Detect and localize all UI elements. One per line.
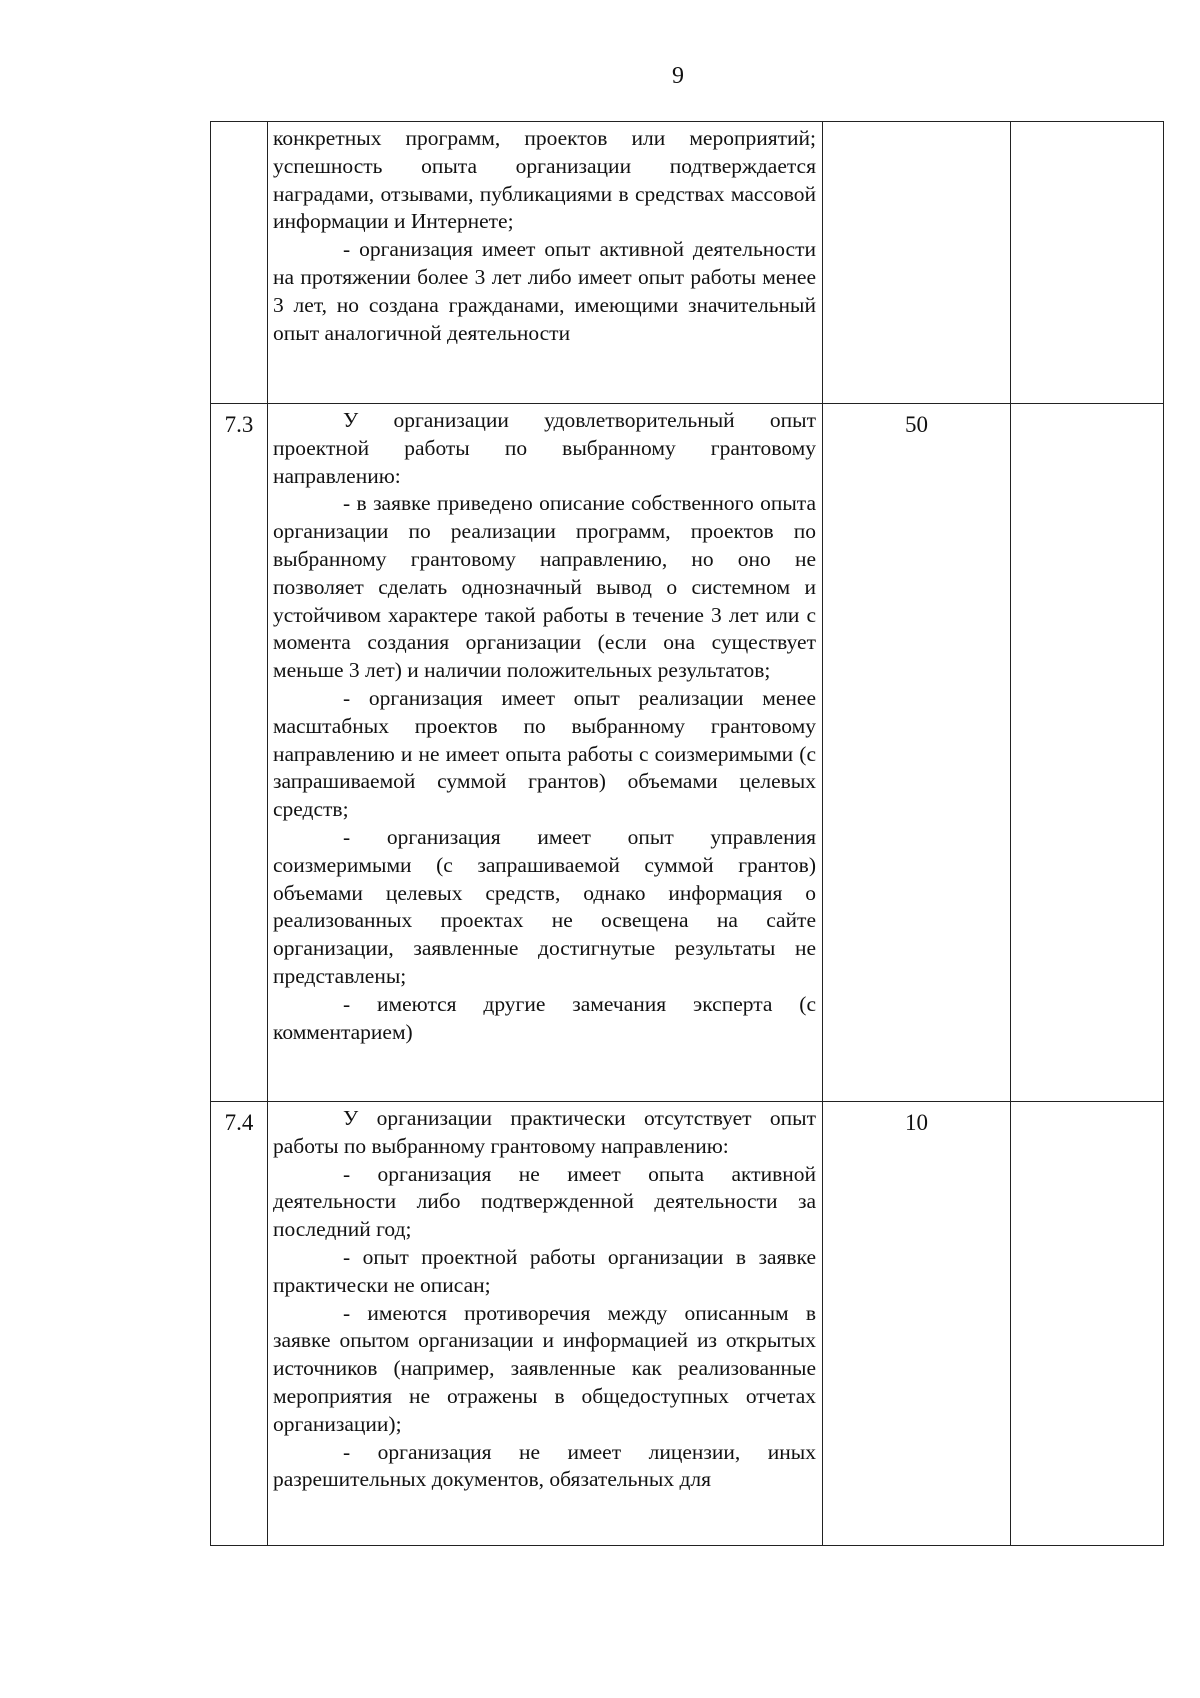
paragraph: - организация имеет опыт реализации менее масштабных проектов по выбранному грантовому направлению и не имеет опыта работы с соизмеримыми (с запрашиваемой суммой грантов) объемами целевых средств; — [273, 685, 816, 822]
score-cell: 50 — [823, 404, 1011, 1102]
page-number: 9 — [672, 63, 684, 89]
paragraph: - организация не имеет лицензии, иных разрешительных документов, обязательных для — [273, 1439, 816, 1492]
empty-cell — [1011, 122, 1164, 404]
row-number — [211, 122, 268, 404]
empty-cell — [1011, 1102, 1164, 1546]
empty-cell — [1011, 404, 1164, 1102]
row-number: 7.4 — [211, 1102, 268, 1546]
table-row — [211, 1102, 1164, 1546]
table-row — [211, 122, 1164, 404]
paragraph: - организация имеет опыт активной деятельности на протяжении более 3 лет либо имеет опыт работы менее 3 лет, но создана гражданами, имеющими значительный опыт аналогичной деятельности — [273, 237, 816, 345]
paragraph: - в заявке приведено описание собственного опыта организации по реализации программ, проектов по выбранному грантовому направлению, но оно не позволяет сделать однозначный вывод о системном и устойчивом характере такой работы в течение 3 лет или с момента создания организации (если она существует меньше 3 лет) и наличии положительных результатов; — [273, 491, 816, 683]
paragraph: конкретных программ, проектов или мероприятий; успешность опыта организации подтверждается наградами, отзывами, публикациями в средствах массовой информации и Интернете; — [273, 126, 816, 234]
criterion-text — [268, 1102, 823, 1546]
paragraph: - опыт проектной работы организации в заявке практически не описан; — [273, 1244, 816, 1297]
paragraph: - имеются противоречия между описанным в заявке опытом организации и информацией из открытых источников (например, заявленные как реализованные мероприятия не отражены в общедоступных отчетах организации); — [273, 1300, 816, 1436]
criterion-text — [268, 122, 823, 404]
score-cell — [823, 122, 1011, 404]
paragraph: - организация не имеет опыта активной деятельности либо подтвержденной деятельности за последний год; — [273, 1161, 816, 1242]
row-number: 7.3 — [211, 404, 268, 1102]
criteria-table — [210, 121, 1164, 1546]
table-row — [211, 404, 1164, 1102]
paragraph: У организации практически отсутствует опыт работы по выбранному грантовому направлению: — [273, 1106, 816, 1158]
score-cell: 10 — [823, 1102, 1011, 1546]
criterion-text — [268, 404, 823, 1102]
paragraph: - имеются другие замечания эксперта (с комментарием) — [273, 991, 816, 1044]
paragraph: - организация имеет опыт управления соизмеримыми (с запрашиваемой суммой грантов) объемами целевых средств, однако информация о реализованных проектах не освещена на сайте организации, заявленные достигнутые результаты не представлены; — [273, 824, 816, 988]
paragraph: У организации удовлетворительный опыт проектной работы по выбранному грантовому направлению: — [273, 408, 816, 488]
